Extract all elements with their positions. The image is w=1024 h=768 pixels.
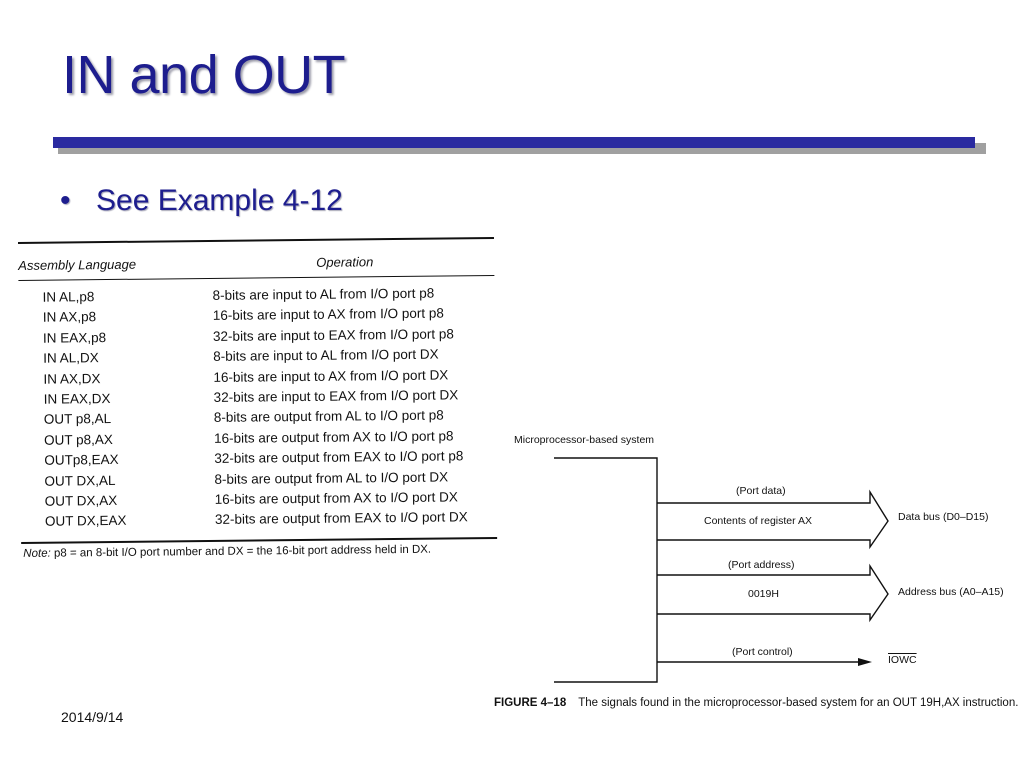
table-cell-operation: 8-bits are output from AL to I/O port DX xyxy=(214,468,449,487)
table-cell-operation: 32-bits are output from EAX to I/O port p8 xyxy=(214,448,464,467)
table-cell-instruction: IN EAX,p8 xyxy=(42,329,107,346)
table-top-rule xyxy=(18,237,494,244)
port-control-label: (Port control) xyxy=(732,646,793,658)
table-cell-operation: 32-bits are output from EAX to I/O port DX xyxy=(214,509,468,528)
table-header-assembly: Assembly Language xyxy=(18,256,137,273)
table-header-rule xyxy=(18,275,494,281)
table-cell-operation: 8-bits are input to AL from I/O port p8 xyxy=(212,285,435,303)
table-cell-instruction: OUT DX,EAX xyxy=(44,513,127,529)
address-bus-label: Address bus (A0–A15) xyxy=(898,586,1004,598)
port-data-label: (Port data) xyxy=(736,485,786,497)
table-cell-operation: 8-bits are input to AL from I/O port DX xyxy=(213,346,439,365)
instruction-table xyxy=(14,237,497,572)
table-cell-operation: 16-bits are input to AX from I/O port DX xyxy=(213,367,449,385)
table-cell-operation: 16-bits are output from AX to I/O port p8 xyxy=(213,428,454,446)
table-cell-instruction: OUTp8,EAX xyxy=(44,452,119,468)
figure-caption xyxy=(494,696,1022,711)
table-cell-instruction: OUT p8,AL xyxy=(43,411,112,428)
slide-date: 2014/9/14 xyxy=(61,709,124,725)
table-note-label: Note: xyxy=(23,547,51,560)
slide-title: IN and OUT xyxy=(62,45,346,105)
data-bus-label: Data bus (D0–D15) xyxy=(898,511,989,523)
iowc-signal-label: IOWC xyxy=(888,654,917,666)
table-cell-instruction: IN AX,DX xyxy=(43,370,101,387)
table-cell-instruction: IN AL,p8 xyxy=(42,289,95,305)
control-arrowhead xyxy=(858,658,872,666)
table-cell-instruction: IN AX,p8 xyxy=(42,309,97,326)
signal-figure xyxy=(492,430,1024,730)
table-cell-instruction: IN AL,DX xyxy=(43,350,99,366)
table-cell-operation: 32-bits are input to EAX from I/O port p8 xyxy=(212,326,454,344)
port-address-label: (Port address) xyxy=(728,559,795,571)
table-cell-instruction: OUT p8,AX xyxy=(43,431,113,448)
title-rule xyxy=(53,137,975,148)
table-cell-instruction: OUT DX,AX xyxy=(44,492,118,509)
figure-caption-text: The signals found in the microprocessor-based system for an OUT 19H,AX instruction. xyxy=(578,697,1019,709)
address-value-label: 0019H xyxy=(748,588,779,600)
table-row xyxy=(17,509,497,534)
table-cell-instruction: IN EAX,DX xyxy=(43,390,111,407)
bullet-dot: • xyxy=(60,184,71,217)
table-header-operation: Operation xyxy=(316,254,374,270)
table-note-text: p8 = an 8-bit I/O port number and DX = the 16-bit port address held in DX. xyxy=(50,543,432,560)
figure-number: FIGURE 4–18 xyxy=(494,697,567,709)
system-box-edge xyxy=(554,458,657,682)
system-label: Microprocessor-based system xyxy=(514,434,655,446)
table-body xyxy=(15,285,498,535)
table-cell-operation: 8-bits are output from AL to I/O port p8 xyxy=(213,407,444,426)
data-contents-label: Contents of register AX xyxy=(704,515,812,527)
table-cell-operation: 16-bits are output from AX to I/O port DX xyxy=(214,489,458,507)
bullet-item xyxy=(60,184,343,218)
table-note xyxy=(23,544,431,560)
table-cell-instruction: OUT DX,AL xyxy=(44,472,116,489)
table-cell-operation: 16-bits are input to AX from I/O port p8 xyxy=(212,305,444,324)
bullet-text: See Example 4-12 xyxy=(96,184,343,217)
table-cell-operation: 32-bits are input to EAX from I/O port DX xyxy=(213,387,459,405)
